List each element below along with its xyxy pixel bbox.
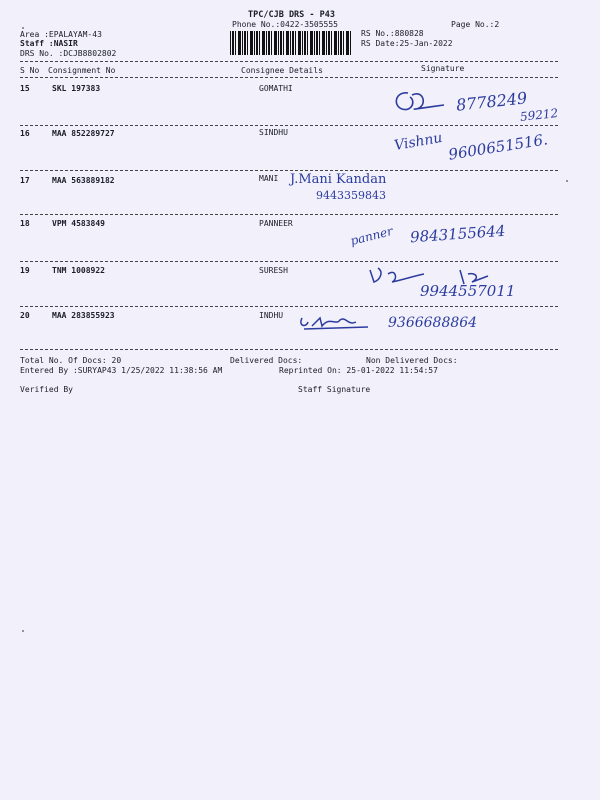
entered-by: Entered By :SURYAP43 1/25/2022 11:38:56 AM bbox=[20, 366, 223, 375]
divider bbox=[20, 125, 558, 126]
divider bbox=[20, 306, 558, 307]
handwritten-phone-15: 8778249 bbox=[455, 88, 529, 115]
row-consignment: MAA 852289727 bbox=[52, 129, 115, 138]
delivered-docs: Delivered Docs: bbox=[230, 356, 303, 365]
divider bbox=[20, 214, 558, 215]
row-consignment: MAA 563889182 bbox=[52, 176, 115, 185]
scan-speck bbox=[22, 27, 24, 29]
drs-number: DRS No. :DCJB8802802 bbox=[20, 49, 117, 58]
divider bbox=[20, 77, 558, 78]
row-consignee: GOMATHI bbox=[259, 84, 293, 93]
handwritten-name-17: J.Mani Kandan bbox=[290, 172, 387, 187]
signature-scribble-20 bbox=[296, 312, 376, 332]
handwritten-phone-18: 9843155644 bbox=[409, 221, 506, 247]
handwritten-name-16: Vishnu bbox=[392, 129, 444, 155]
handwritten-phone-17: 9443359843 bbox=[316, 189, 386, 202]
row-consignment: SKL 197383 bbox=[52, 84, 101, 93]
row-consignee: PANNEER bbox=[259, 219, 293, 228]
scan-speck bbox=[566, 180, 568, 182]
staff-label: Staff :NASIR bbox=[20, 39, 78, 48]
row-consignee: MANI bbox=[259, 174, 279, 183]
col-sno: S No bbox=[20, 66, 40, 75]
col-consignment: Consignment No bbox=[48, 66, 116, 75]
staff-signature: Staff Signature bbox=[298, 385, 371, 394]
signature-scribble-15 bbox=[390, 85, 450, 117]
handwritten-note-15: 59212 bbox=[519, 106, 559, 124]
phone-number: Phone No.:0422-3505555 bbox=[232, 20, 338, 29]
row-sno: 20 bbox=[20, 311, 30, 320]
col-signature: Signature bbox=[421, 64, 465, 73]
rs-date: RS Date:25-Jan-2022 bbox=[361, 39, 453, 48]
verified-by: Verified By bbox=[20, 385, 73, 394]
divider bbox=[20, 349, 558, 350]
scan-speck bbox=[22, 630, 24, 632]
handwritten-name-18: panner bbox=[348, 223, 395, 249]
col-consignee: Consignee Details bbox=[241, 66, 323, 75]
handwritten-phone-19: 9944557011 bbox=[420, 282, 516, 300]
non-delivered-docs: Non Delivered Docs: bbox=[366, 356, 458, 365]
sheet-title: TPC/CJB DRS - P43 bbox=[248, 10, 335, 20]
row-sno: 17 bbox=[20, 176, 30, 185]
row-sno: 15 bbox=[20, 84, 30, 93]
row-consignee: SINDHU bbox=[259, 128, 288, 137]
row-consignment: VPM 4583849 bbox=[52, 219, 105, 228]
total-docs: Total No. Of Docs: 20 bbox=[20, 356, 122, 365]
row-consignment: MAA 283855923 bbox=[52, 311, 115, 320]
handwritten-phone-20: 9366688864 bbox=[388, 315, 478, 331]
page-number: Page No.:2 bbox=[451, 20, 500, 29]
row-consignee: SURESH bbox=[259, 266, 288, 275]
rs-number: RS No.:880828 bbox=[361, 29, 424, 38]
divider bbox=[20, 170, 558, 171]
row-consignment: TNM 1008922 bbox=[52, 266, 105, 275]
area-label: Area :EPALAYAM-43 bbox=[20, 30, 102, 39]
reprinted-on: Reprinted On: 25-01-2022 11:54:57 bbox=[279, 366, 438, 375]
handwritten-phone-16: 9600651516. bbox=[447, 130, 549, 164]
row-sno: 16 bbox=[20, 129, 30, 138]
barcode-image bbox=[230, 31, 352, 55]
row-consignee: INDHU bbox=[259, 311, 284, 320]
row-sno: 18 bbox=[20, 219, 30, 228]
row-sno: 19 bbox=[20, 266, 30, 275]
divider bbox=[20, 61, 558, 62]
